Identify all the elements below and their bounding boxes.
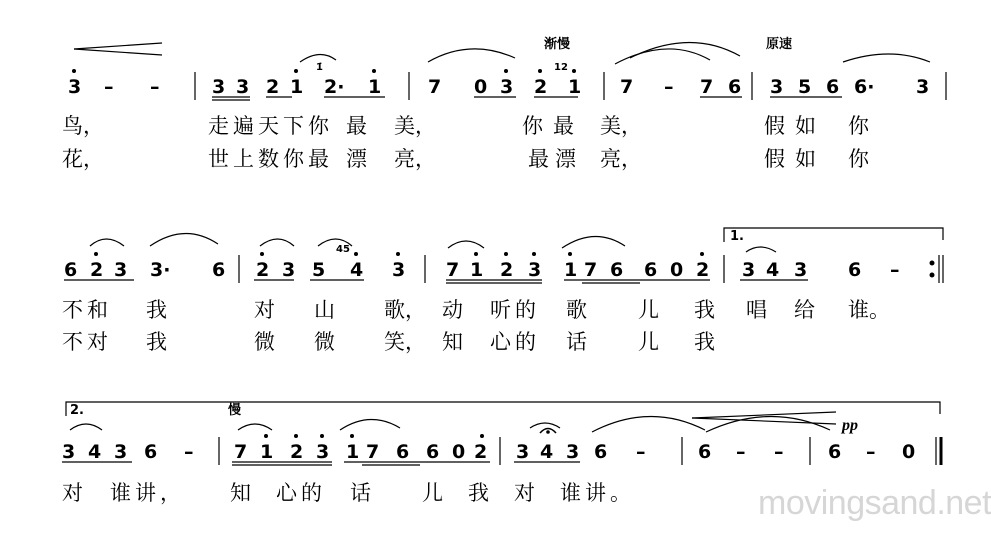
note: 5 [312, 259, 326, 281]
note: 0 [452, 441, 466, 463]
note: 6 [144, 441, 158, 463]
note: 1 [290, 76, 304, 98]
note: 6 [644, 259, 658, 281]
note: 3 [282, 259, 296, 281]
lyric: 谁讲， [110, 481, 185, 505]
note: 6 [728, 76, 742, 98]
lyric: 我 [694, 330, 715, 354]
system-2-notes [64, 259, 900, 281]
note: – [736, 441, 746, 463]
lyric: 亮， [394, 147, 436, 171]
note: 3 [916, 76, 930, 98]
note: 2 [290, 441, 304, 463]
note: 4 [540, 441, 554, 463]
note: 3 [392, 259, 406, 281]
note: 2 [474, 441, 488, 463]
note: 4 [88, 441, 102, 463]
dynamic-marking: pp [842, 417, 858, 434]
note: 6 [828, 441, 842, 463]
note: 3· [150, 259, 171, 281]
lyric: 鸟， [62, 114, 104, 138]
lyric: 最漂 [528, 147, 582, 171]
note: 3 [516, 441, 530, 463]
note: 3 [566, 441, 580, 463]
lyric: 我 [694, 298, 715, 322]
note: 3 [794, 259, 808, 281]
volta-1-label: 1. [730, 229, 744, 244]
note: 1 [470, 259, 484, 281]
lyric: 谁讲。 [560, 481, 635, 505]
note: – [184, 441, 194, 463]
note: 2 [90, 259, 104, 281]
note: 4 [766, 259, 780, 281]
system-3-notes [62, 441, 915, 463]
note: 7 [366, 441, 380, 463]
note: – [150, 76, 160, 98]
system-3-lyrics-1 [62, 481, 635, 506]
lyric: 儿 [638, 298, 659, 322]
lyric: 对 [254, 298, 275, 322]
lyric: 你 [848, 147, 869, 171]
note: 7 [620, 76, 634, 98]
grace-note: 45 [336, 244, 350, 255]
lyric: 谁。 [848, 298, 890, 322]
lyric: 你最 [522, 114, 584, 138]
lyric: 不和 [62, 298, 112, 322]
lyric: 儿 [638, 330, 659, 354]
lyric: 我 [146, 298, 167, 322]
lyric: 我 [146, 330, 167, 354]
tempo-slow-label: 渐慢 [544, 37, 571, 52]
lyric: 世上数你最 [208, 147, 333, 171]
lyric: 漂 [346, 147, 367, 171]
note: 6 [826, 76, 840, 98]
lyric: 美， [394, 114, 436, 138]
note: 2 [534, 76, 548, 98]
grace-note: 1̇ [316, 62, 323, 73]
lyric: 给 [794, 298, 815, 322]
note: 3 [770, 76, 784, 98]
lyric: 最 [346, 114, 367, 138]
lyric: 假如 [764, 147, 826, 171]
note: 0 [902, 441, 916, 463]
grace-note: 12 [554, 62, 568, 73]
lyric: 美， [600, 114, 642, 138]
note: 6 [426, 441, 440, 463]
note: 1 [260, 441, 274, 463]
lyric: 走遍天下你 [208, 114, 333, 138]
lyric: 心的 [490, 330, 540, 354]
note: – [866, 441, 876, 463]
note: – [774, 441, 784, 463]
note: 0 [670, 259, 684, 281]
system-1-lyrics-2 [62, 147, 870, 172]
lyric: 微 [314, 330, 335, 354]
note: 2 [256, 259, 270, 281]
note: 6 [698, 441, 712, 463]
note: 7 [234, 441, 248, 463]
note: 3 [114, 441, 128, 463]
note: 7 [428, 76, 442, 98]
lyric: 微 [254, 330, 275, 354]
volta-2-label: 2. [70, 403, 84, 418]
note: 2 [500, 259, 514, 281]
lyric: 知 [230, 481, 251, 505]
note: 7 [700, 76, 714, 98]
lyric: 知 [442, 330, 463, 354]
lyric: 对 [514, 481, 535, 505]
note: – [636, 441, 646, 463]
lyric: 动 [442, 298, 463, 322]
note: 6 [610, 259, 624, 281]
lyric: 笑， [384, 330, 426, 354]
note: 4 [350, 259, 364, 281]
system-1-notes [68, 76, 929, 98]
lyric: 唱 [746, 298, 767, 322]
note: – [104, 76, 114, 98]
note: 6 [848, 259, 862, 281]
note: 3 [742, 259, 756, 281]
note: 6 [396, 441, 410, 463]
system-2-lyrics-2 [62, 330, 715, 355]
note: 3 [500, 76, 514, 98]
note: 1 [568, 76, 582, 98]
lyric: 歌， [384, 298, 426, 322]
note: 3 [68, 76, 82, 98]
note: 1 [564, 259, 578, 281]
lyric: 儿 [422, 481, 443, 505]
note: 7 [584, 259, 598, 281]
note: 6 [594, 441, 608, 463]
note: 2 [266, 76, 280, 98]
lyric: 心的 [276, 481, 326, 505]
lyric: 听的 [490, 298, 540, 322]
lyric: 山 [314, 298, 335, 322]
note: 7 [446, 259, 460, 281]
lyric: 对 [62, 481, 83, 505]
note: 6 [64, 259, 78, 281]
lyric: 话 [566, 330, 587, 354]
lyric: 不对 [62, 330, 112, 354]
note: 3 [62, 441, 76, 463]
lyric: 亮， [600, 147, 642, 171]
note: 6· [854, 76, 875, 98]
note: 3 [316, 441, 330, 463]
slow-label: 慢 [228, 403, 242, 418]
note: 1 [346, 441, 360, 463]
system-2-lyrics-1 [62, 298, 890, 323]
note: 3 [528, 259, 542, 281]
note: 3 [212, 76, 226, 98]
watermark: movingsand.net [758, 484, 991, 522]
note: – [664, 76, 674, 98]
lyric: 假如 [764, 114, 826, 138]
lyric: 我 [468, 481, 489, 505]
tempo-back-label: 原速 [766, 37, 793, 52]
note: 2 [696, 259, 710, 281]
system-1-lyrics-1 [62, 114, 870, 139]
note: 3 [236, 76, 250, 98]
lyric: 歌 [566, 298, 587, 322]
lyric: 话 [350, 481, 371, 505]
note: 3 [114, 259, 128, 281]
note: 5 [798, 76, 812, 98]
lyric: 你 [848, 114, 869, 138]
note: 6 [212, 259, 226, 281]
note: 0 [474, 76, 488, 98]
note: – [890, 259, 900, 281]
lyric: 花， [62, 147, 104, 171]
note: 2· [324, 76, 345, 98]
note: 1 [368, 76, 382, 98]
